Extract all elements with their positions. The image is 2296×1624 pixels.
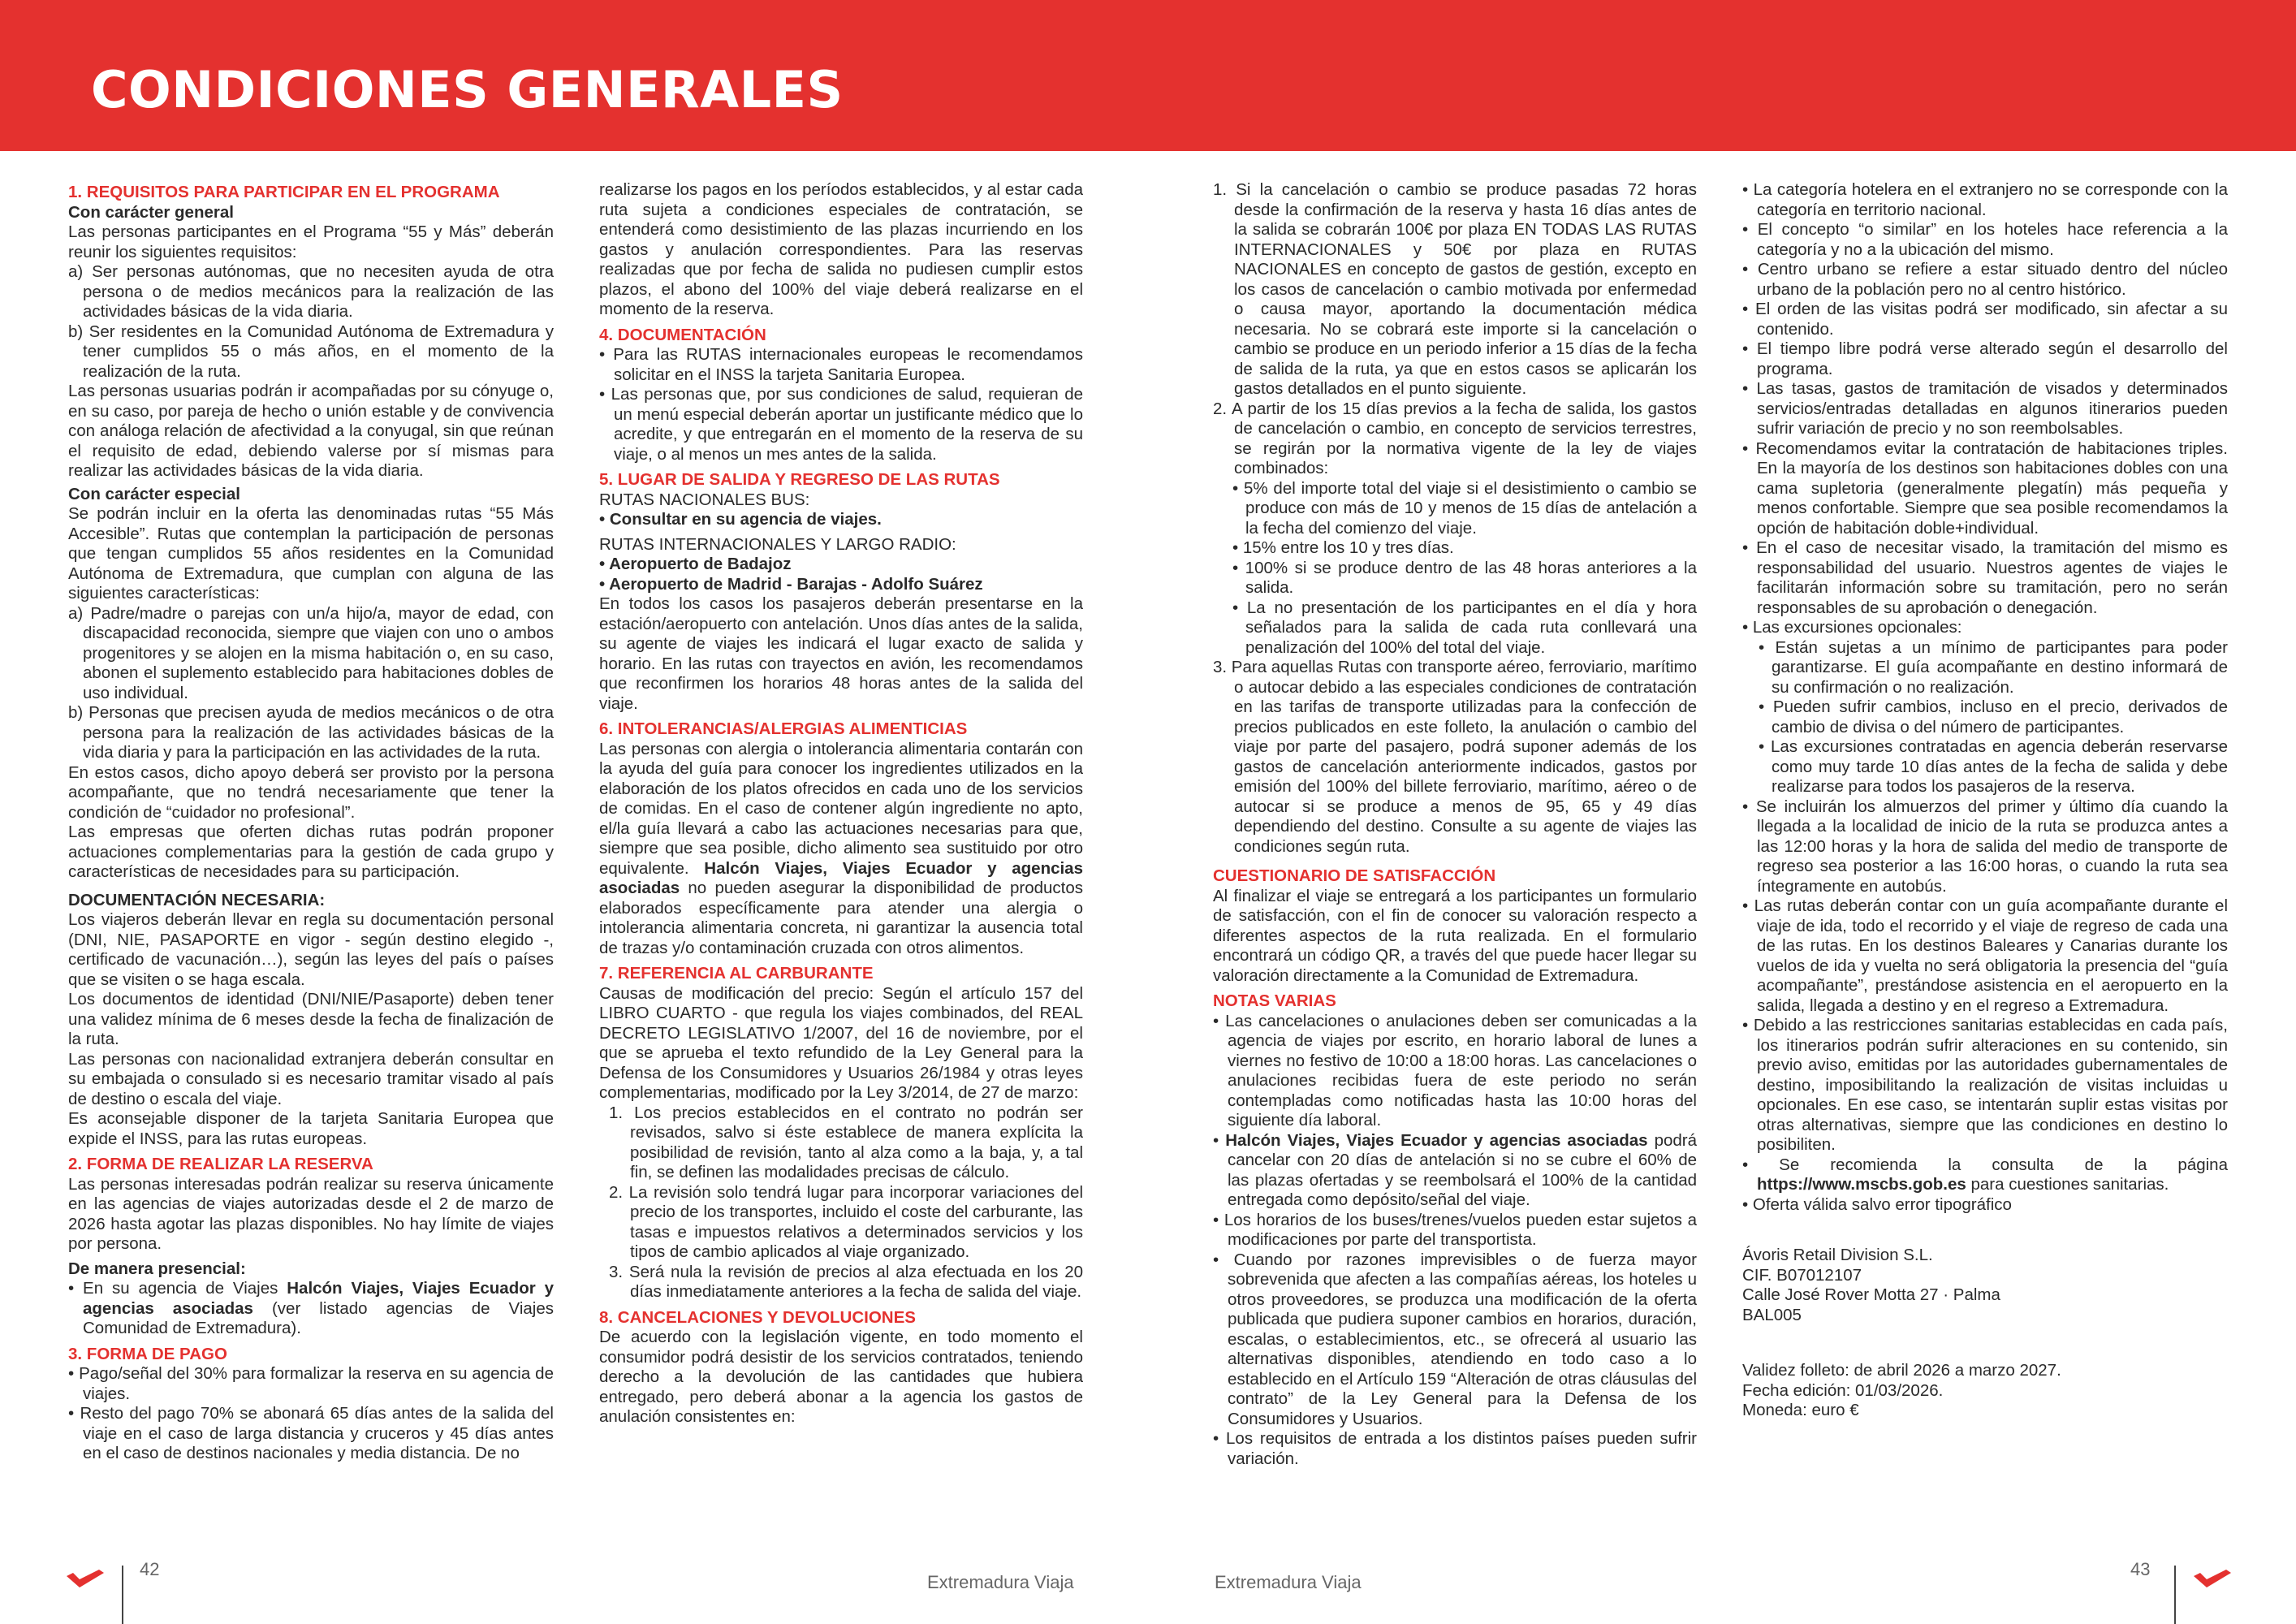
subheading: Con carácter general [68,202,234,222]
company-name: Ávoris Retail Division S.L. [1742,1246,1933,1264]
numbered-item: 3. Para aquellas Rutas con transporte aéreo, ferroviario, marítimo o autocar debido a las especiales condiciones de contratación en las tarifas de transporte utilizadas para la confección de precios publicados en este folleto, la anulación o cambio del viaje por parte del pasajero, podrá suponer además de los gastos de cancelación anteriormente indicados, gastos por emisión del 100% del billete ferroviario, marítimo, aéreo o de autocar si se produce a menos de 95, 65 y 49 días dependiendo del destino. Consulte a su agente de viajes las condiciones según ruta. [1213,658,1697,856]
list-item: • 15% entre los 10 y tres días. [1232,538,1454,557]
paragraph: Al finalizar el viaje se entregará a los participantes un formulario de satisfacción, con el fin de conocer su valoración respecto a diferentes aspectos de la ruta realizada. En el formulario encontrará un código QR, a través del que puede hacer llegar su valoración directamente a la Comunidad de Extremadura. [1213,886,1697,985]
list-item: • Debido a las restricciones sanitarias establecidas en cada país, los itinerarios podrán sufrir alteraciones en su contenido, sin previo aviso, emitidas por las autoridades gubernamentales de destino, imposibilitando la realización de visitas incluidas u opcionales. En ese caso, se intentarán suplir estas visitas por otras alternativas, siempre que las condiciones en destino lo posibiliten. [1742,1016,2228,1154]
list-item: • En su agencia de Viajes Halcón Viajes, Viajes Ecuador y agencias asociadas (ver listado agencias de Viajes Comunidad de Extremadura). [68,1279,554,1337]
list-item: • En el caso de necesitar visado, la tramitación del mismo es responsabilidad del usuario. Nuestros agentes de viajes le facilitarán información sobre su tramitación, pero no serán responsables de su aprobación o denegación. [1742,538,2228,617]
list-item: b) Personas que precisen ayuda de medios mecánicos o de otra persona para la realización de las actividades básicas de la vida diaria y para la participación en las actividades de la ruta. [68,703,554,762]
list-item: • Las rutas deberán contar con un guía acompañante durante el viaje de ida, todo el recorrido y el viaje de regreso de cada una de las rutas. En los destinos Baleares y Canarias durante los vuelos de ida y vuelta no será obligatoria la presencia del “guía acompañante”, prestándose asistencia en el aeropuerto en la salida, llegada a destino y en el regreso a Extremadura. [1742,896,2228,1015]
paragraph: Las personas interesadas podrán realizar su reserva únicamente en las agencias de viajes autorizadas desde el 2 de marzo de 2026 hasta agotar las plazas disponibles. No hay límite de viajes por persona. [68,1174,554,1253]
company-code: BAL005 [1742,1305,1802,1324]
paragraph: Causas de modificación del precio: Según el artículo 157 del LIBRO CUARTO - que regula los viajes combinados, del REAL DECRETO LEGISLATIVO 1/2007, del 16 de noviembre, por el que se aprueba el texto refundido de la Ley General para la Defensa de los Consumidores y Usuarios 26/1984 y otras leyes complementarias, modificado por la Ley 3/2014, de 27 de marzo: [599,983,1083,1102]
subheading: De manera presencial: [68,1259,246,1278]
section-heading: 4. DOCUMENTACIÓN [599,325,766,344]
paragraph: Los documentos de identidad (DNI/NIE/Pasaporte) deben tener una validez mínima de 6 meses desde la fecha de finalización de la ruta. [68,990,554,1048]
brand-logo-icon [2194,1570,2231,1587]
list-item: • Las cancelaciones o anulaciones deben ser comunicadas a la agencia de viajes por escrito, en horario laboral de lunes a viernes no festivo de 10:00 a 18:00 horas. Las cancelaciones o anulaciones recibidas fuera de este periodo no serán contempladas como notificadas hasta las 10:00 horas del siguiente día laboral. [1213,1011,1697,1129]
section-heading: 2. FORMA DE REALIZAR LA RESERVA [68,1155,373,1173]
section-heading: 3. FORMA DE PAGO [68,1344,227,1363]
paragraph: En estos casos, dicho apoyo deberá ser provisto por la persona acompañante, que no tendrá necesariamente que tener la condición de “cuidador no profesional”. [68,762,554,822]
section-heading: 7. REFERENCIA AL CARBURANTE [599,964,874,983]
list-item: • 100% si se produce dentro de las 48 horas anteriores a la salida. [1232,558,1697,597]
list-item: • Pueden sufrir cambios, incluso en el precio, derivados de cambio de divisa o del número de participantes. [1759,698,2228,736]
list-item: • Las tasas, gastos de tramitación de visados y determinados servicios/entradas detalladas en algunos itinerarios pueden sufrir variación de precio y no son reembolsables. [1742,379,2228,438]
list-item: • Aeropuerto de Madrid - Barajas - Adolfo Suárez [599,574,983,594]
header-banner [0,0,2296,151]
paragraph: En todos los casos los pasajeros deberán presentarse en la estación/aeropuerto con antelación. Unos días antes de la salida, su agente de viajes les indicará el lugar exacto de salida y horario. En las rutas con trayectos en avión, les recomendamos que reconfirmen los horarios 48 horas antes de la salida del viaje. [599,594,1083,713]
paragraph: Las personas participantes en el Programa “55 y Más” deberán reunir los siguientes requisitos: [68,222,554,261]
numbered-item: 1. Si la cancelación o cambio se produce pasadas 72 horas desde la confirmación de la reserva y hasta 16 días antes de la salida se cobrarán 100€ por plaza EN TODAS LAS RUTAS INTERNACIONALES y 50€ por plaza en RUTAS NACIONALES en concepto de gastos de gestión, excepto en los casos de cancelación o cambio motivada por enfermedad o causa mayor, aportando la documentación médica necesaria. No se cobrará este importe si la cancelación o cambio se produce en un periodo inferior a 15 días de la fecha de salida de la ruta, ya que en estos casos se aplicarán los gastos detallados en el punto siguiente. [1213,180,1697,398]
page-number-right: 43 [2130,1559,2151,1579]
list-item: b) Ser residentes en la Comunidad Autónoma de Extremadura y tener cumplidos 55 o más años, en el momento de la realización de la ruta. [68,322,554,381]
list-item: • El orden de las visitas podrá ser modificado, sin afectar a su contenido. [1742,300,2228,339]
company-address: Calle José Rover Motta 27 · Palma [1742,1285,2000,1304]
footer-divider [2174,1566,2176,1624]
list-item: • Las excursiones contratadas en agencia deberán reservarse como muy tarde 10 días antes de la fecha de salida y debe realizarse para todos los pasajeros de la reserva. [1759,737,2228,796]
section-heading: 1. REQUISITOS PARA PARTICIPAR EN EL PROGRAMA [68,183,500,201]
list-item: • Los requisitos de entrada a los distintos países pueden sufrir variación. [1213,1429,1697,1468]
list-item: • Centro urbano se refiere a estar situado dentro del núcleo urbano de la población pero no al centro histórico. [1742,260,2228,299]
currency: Moneda: euro € [1742,1401,1859,1419]
paragraph: Las empresas que oferten dichas rutas podrán proponer actuaciones complementarias para la gestión de cada grupo y características de necesidades para su participación. [68,823,554,881]
edition-date: Fecha edición: 01/03/2026. [1742,1380,1944,1400]
numbered-item: 1. Los precios establecidos en el contrato no podrán ser revisados, salvo si éste establece de manera explícita la posibilidad de revisión, tanto al alza como a la baja, y, a tal fin, se definen las modalidades precisas de cálculo. [609,1103,1083,1181]
list-item: • Las personas que, por sus condiciones de salud, requieran de un menú especial deberán aportar un justificante médico que lo acredite, y que entregarán en el momento de la reserva de su viaje, o al menos un mes antes de la salida. [599,385,1083,464]
section-heading: 8. CANCELACIONES Y DEVOLUCIONES [599,1307,916,1327]
footer-divider [122,1566,123,1624]
list-item: a) Ser personas autónomas, que no necesiten ayuda de otra persona o de medios mecánicos para la realización de las actividades básicas de la vida diaria. [68,262,554,321]
list-item: • La no presentación de los participantes en el día y hora señalados para la salida de cada ruta conllevará una penalización del 100% del total del viaje. [1232,598,1697,657]
list-item: • Cuando por razones imprevisibles o de fuerza mayor sobrevenida que afecten a las compañías aéreas, los hoteles u otros proveedores, se produzca una modificación de la oferta publicada que pudiera suponer cambios en horarios, duración, escalas, o establecimientos, etc., se ofrecerá al usuario las alternativas disponibles, atendiendo en todo caso a lo establecido en el Artículo 159 “Alteración de otras cláusulas del contrato” de la Ley General para la Defensa de los Consumidores y Usuarios. [1213,1250,1697,1428]
numbered-item: 2. La revisión solo tendrá lugar para incorporar variaciones del precio de los transportes, incluido el coste del carburante, las tasas e impuestos relativos a determinados servicios y los tipos de cambio aplicados al viaje organizado. [609,1182,1083,1261]
paragraph: Es aconsejable disponer de la tarjeta Sanitaria Europea que expide el INSS, para las rutas europeas. [68,1109,554,1148]
list-item: • Consultar en su agencia de viajes. [599,510,882,529]
paragraph: De acuerdo con la legislación vigente, en todo momento el consumidor podrá desistir de los servicios contratados, teniendo derecho a la devolución de las cantidades que hubiera entregado, pero deberá abonar a la agencia los gastos de anulación consistentes en: [599,1328,1083,1426]
validity: Validez folleto: de abril 2026 a marzo 2027. [1742,1361,2061,1380]
paragraph: Las personas con nacionalidad extranjera deberán consultar en su embajada o consulado si es necesario tramitar visado al país de destino o escala del viaje. [68,1049,554,1108]
list-item: • Pago/señal del 30% para formalizar la reserva en su agencia de viajes. [68,1364,554,1403]
list-item: • Se recomienda la consulta de la página https://www.mscbs.gob.es para cuestiones sanitarias. [1742,1155,2228,1194]
page-title: CONDICIONES GENERALES [91,60,844,119]
list-item: • Recomendamos evitar la contratación de habitaciones triples. En la mayoría de los destinos son habitaciones dobles con una cama supletoria (generalmente plegatín) más pequeña y menos confortable. Siempre que sea posible recomendamos la opción de habitación doble+individual. [1742,438,2228,538]
list-item: • Para las RUTAS internacionales europeas le recomendamos solicitar en el INSS la tarjeta Sanitaria Europea. [599,345,1083,384]
column-2 [599,180,1083,1427]
company-cif: CIF. B07012107 [1742,1265,1862,1285]
section-heading: 6. INTOLERANCIAS/ALERGIAS ALIMENTICIAS [599,719,968,738]
paragraph: Las personas con alergia o intolerancia alimentaria contarán con la ayuda del guía para conocer los ingredientes utilizados en la elaboración de los platos ofrecidos en cada uno de los servicios de comidas. En el caso de contener algún ingrediente no apto, el/la guía llevará a cabo las actuaciones necesarias para que, siempre que sea posible, dicho alimento sea sustituido por otro equivalente. Halcón Viajes, Viajes Ecuador y agencias asociadas no pueden asegurar la disponibilidad de productos elaborados específicamente para atender una alergia o intolerancia alimentaria concreta, ni garantizar la ausencia total de trazas y/o contaminación cruzada con otros alimentos. [599,739,1083,957]
list-item: • El tiempo libre podrá verse alterado según el desarrollo del programa. [1742,339,2228,378]
list-item: • La categoría hotelera en el extranjero no se corresponde con la categoría en territorio nacional. [1742,180,2228,219]
list-item: • 5% del importe total del viaje si el desistimiento o cambio se produce con más de 10 y menos de 15 días de antelación a la fecha del comienzo del viaje. [1232,478,1697,538]
list-item: • Halcón Viajes, Viajes Ecuador y agencias asociadas podrá cancelar con 20 días de antelación si no se cubre el 60% de las plazas ofertadas y se reembolsará el 100% de la cantidad entregada como depósito/señal del viaje. [1213,1130,1698,1209]
section-heading: 5. LUGAR DE SALIDA Y REGRESO DE LAS RUTAS [599,470,1000,489]
list-item: • Los horarios de los buses/trenes/vuelos pueden estar sujetos a modificaciones por parte del transportista. [1213,1210,1697,1249]
list-item: • Las excursiones opcionales: [1742,618,1962,637]
list-item: • Oferta válida salvo error tipográfico [1742,1194,2012,1214]
column-4 [1742,180,2228,1421]
column-1 [68,180,554,1464]
list-item: • Aeropuerto de Badajoz [599,555,792,573]
section-heading: NOTAS VARIAS [1213,991,1336,1010]
subheading: Con carácter especial [68,484,240,503]
paragraph: RUTAS INTERNACIONALES Y LARGO RADIO: [599,534,956,554]
section-heading: CUESTIONARIO DE SATISFACCIÓN [1213,866,1496,885]
paragraph: RUTAS NACIONALES BUS: [599,490,810,509]
numbered-item: 3. Será nula la revisión de precios al alza efectuada en los 20 días inmediatamente anteriores a la fecha de salida del viaje. [609,1262,1083,1301]
numbered-item: 2. A partir de los 15 días previos a la fecha de salida, los gastos de cancelación o cambio, en concepto de servicios terrestres, se regirán por la normativa vigente de la ley de viajes combinados: [1213,399,1697,477]
website-link[interactable]: https://www.mscbs.gob.es [1757,1175,1966,1194]
list-item: a) Padre/madre o parejas con un/a hijo/a, mayor de edad, con discapacidad reconocida, siempre que viajen con uno o ambos progenitores y se alojen en la misma habitación o, en su caso, abonen el suplemento establecido para habitaciones dobles de uso individual. [68,603,554,702]
paragraph: Se podrán incluir en la oferta las denominadas rutas “55 Más Accesible”. Rutas que contemplan la participación de personas que tengan cumplidos 55 años residentes en la Comunidad Autónoma de Extremadura, que cumplan con alguna de las siguientes características: [68,504,554,603]
column-3 [1213,180,1697,1469]
list-item: • Están sujetas a un mínimo de participantes para poder garantizarse. El guía acompañante en destino informará de su confirmación o no realización. [1759,637,2228,697]
paragraph: Las personas usuarias podrán ir acompañadas por su cónyuge o, en su caso, por pareja de hecho o unión estable y de convivencia con análoga relación de afectividad a la conyugal, sin que reúnan el requisito de edad, debiendo valerse por sí mismas para realizar las actividades básicas de la vida diaria. [68,382,554,480]
list-item: • El concepto “o similar” en los hoteles hace referencia a la categoría y no a la ubicación del mismo. [1742,220,2228,259]
list-item: • Se incluirán los almuerzos del primer y último día cuando la llegada a la localidad de inicio de la ruta se produzca antes a las 12:00 horas y la hora de salida del medio de transporte de regreso sea posterior a las 16:00 horas, o cuando la ruta sea íntegramente en autobús. [1742,797,2228,896]
publication-name-left: Extremadura Viaja [927,1572,1074,1592]
list-item: • Resto del pago 70% se abonará 65 días antes de la salida del viaje en el caso de larga distancia y cruceros y 45 días antes en el caso de destinos nacionales y media distancia. De no [68,1404,554,1462]
brand-logo-icon [67,1570,104,1587]
subheading: DOCUMENTACIÓN NECESARIA: [68,890,326,909]
publication-name-right: Extremadura Viaja [1215,1572,1362,1592]
page-number-left: 42 [140,1559,160,1579]
paragraph: realizarse los pagos en los períodos establecidos, y al estar cada ruta sujeta a condiciones especiales de contratación, se entenderá como desistimiento de las plazas incurriendo en los gastos y anulación correspondientes. Para las reservas realizadas que por fecha de salida no pudiesen cumplir estos plazos, el abono del 100% del viaje deberá realizarse en el momento de la reserva. [599,180,1083,318]
paragraph: Los viajeros deberán llevar en regla su documentación personal (DNI, NIE, PASAPORTE en vigor - según destino elegido -, certificado de vacunación…), según las leyes del país o países que se visiten o se haga escala. [68,910,554,989]
